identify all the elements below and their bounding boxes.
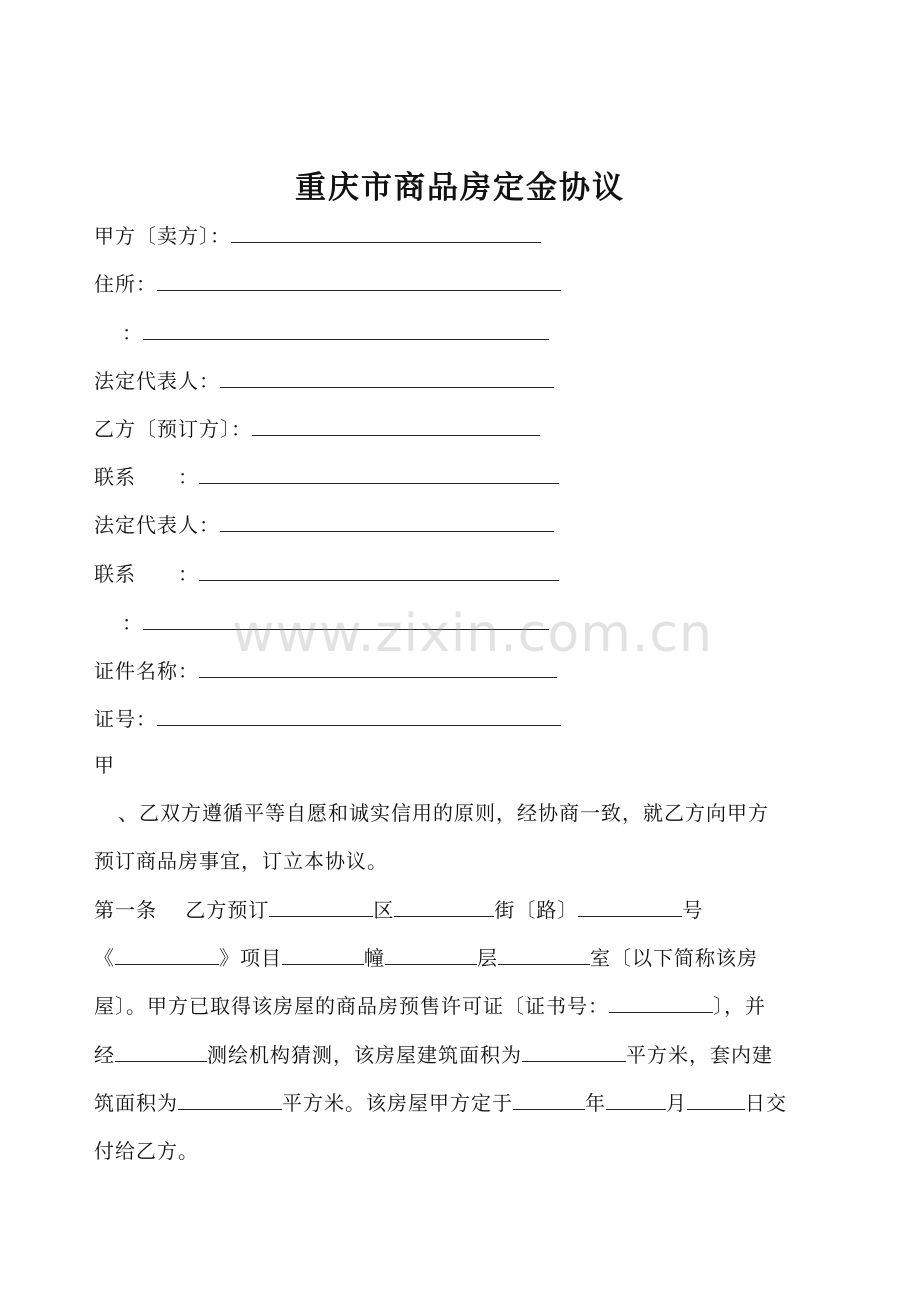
- project-blank[interactable]: [115, 946, 219, 965]
- building-blank[interactable]: [282, 946, 364, 965]
- street-label: 街〔路〕: [494, 898, 579, 922]
- id-number-blank[interactable]: [157, 707, 561, 726]
- project-open-mark: 《: [94, 946, 115, 970]
- buyer-extra-row: [122, 611, 549, 635]
- buyer-rep-row: [94, 513, 554, 537]
- seller-label: 甲方〔卖方〕：: [94, 224, 231, 248]
- buyer-extra-blank[interactable]: [143, 611, 549, 630]
- article-1-line-3: [94, 994, 766, 1018]
- buyer-contact2-row: [94, 562, 559, 586]
- seller-address-label: 住所：: [94, 272, 157, 296]
- street-blank[interactable]: [394, 898, 494, 917]
- area-text: 平方米，套内建: [626, 1043, 773, 1067]
- buyer-label: 乙方〔预订方〕：: [94, 417, 252, 441]
- district-label: 区: [373, 898, 395, 922]
- buyer-blank[interactable]: [252, 417, 540, 436]
- number-label: 号: [682, 898, 704, 922]
- month-label: 月: [666, 1091, 687, 1115]
- buyer-contact2-blank[interactable]: [199, 562, 559, 581]
- id-type-label: 证件名称：: [94, 659, 199, 683]
- project-label: 》项目: [219, 946, 282, 970]
- day-label: 日交: [745, 1091, 787, 1115]
- room-label: 室〔以下简称该房: [590, 946, 758, 970]
- buyer-contact-row: [94, 465, 559, 489]
- permit-text: 屋〕。甲方已取得该房屋的商品房预售许可证〔证书号：: [94, 994, 609, 1018]
- buyer-rep-blank[interactable]: [220, 513, 554, 532]
- intro-line-2: 、乙双方遵循平等自愿和诚实信用的原则，经协商一致，就乙方向甲方: [118, 801, 769, 825]
- inner-area-blank[interactable]: [178, 1091, 282, 1110]
- seller-address-blank[interactable]: [157, 272, 561, 291]
- intro-line-1: 甲: [94, 753, 115, 777]
- seller-rep-blank[interactable]: [220, 369, 554, 388]
- seller-address-row: [94, 272, 561, 296]
- article-1-line-5: [94, 1091, 787, 1115]
- document-title: 重庆市商品房定金协议: [295, 170, 625, 206]
- buyer-contact2-label: 联系 ：: [94, 562, 199, 586]
- number-blank[interactable]: [578, 898, 682, 917]
- id-number-label: 证号：: [94, 707, 157, 731]
- intro-line-3: 预订商品房事宜，订立本协议。: [94, 849, 388, 873]
- seller-row: [94, 224, 541, 248]
- building-label: 幢: [364, 946, 385, 970]
- building-area-blank[interactable]: [522, 1043, 626, 1062]
- seller-extra-row: [122, 321, 549, 345]
- watermark: www.zixin.com.cn: [232, 604, 713, 664]
- buyer-row: [94, 417, 540, 441]
- article-1-line-2: [94, 946, 758, 970]
- permit-number-blank[interactable]: [609, 994, 713, 1013]
- permit-close-text: 〕，并: [713, 994, 766, 1018]
- id-type-blank[interactable]: [199, 659, 557, 678]
- id-type-row: [94, 659, 557, 683]
- buyer-contact-label: 联系 ：: [94, 465, 199, 489]
- survey-agency-blank[interactable]: [115, 1043, 207, 1062]
- article-1-heading: 第一条 乙方预订: [94, 898, 270, 922]
- seller-blank[interactable]: [231, 224, 541, 243]
- month-blank[interactable]: [606, 1091, 666, 1110]
- id-number-row: [94, 707, 561, 731]
- article-1-line-6: 付给乙方。: [94, 1139, 199, 1163]
- buyer-extra-label: ：: [122, 611, 143, 635]
- survey-text: 测绘机构猜测，该房屋建筑面积为: [207, 1043, 522, 1067]
- floor-blank[interactable]: [385, 946, 477, 965]
- seller-rep-label: 法定代表人：: [94, 369, 220, 393]
- article-1-line-4: [94, 1043, 773, 1067]
- delivery-text: 平方米。该房屋甲方定于: [282, 1091, 513, 1115]
- day-blank[interactable]: [687, 1091, 745, 1110]
- district-blank[interactable]: [269, 898, 373, 917]
- seller-extra-blank[interactable]: [143, 321, 549, 340]
- floor-label: 层: [477, 946, 498, 970]
- seller-extra-label: ：: [122, 321, 143, 345]
- survey-prefix: 经: [94, 1043, 115, 1067]
- article-1-line-1: [94, 898, 703, 922]
- seller-rep-row: [94, 369, 554, 393]
- year-blank[interactable]: [513, 1091, 585, 1110]
- room-blank[interactable]: [498, 946, 590, 965]
- buyer-contact-blank[interactable]: [199, 465, 559, 484]
- buyer-rep-label: 法定代表人：: [94, 513, 220, 537]
- inner-area-label: 筑面积为: [94, 1091, 178, 1115]
- year-label: 年: [585, 1091, 606, 1115]
